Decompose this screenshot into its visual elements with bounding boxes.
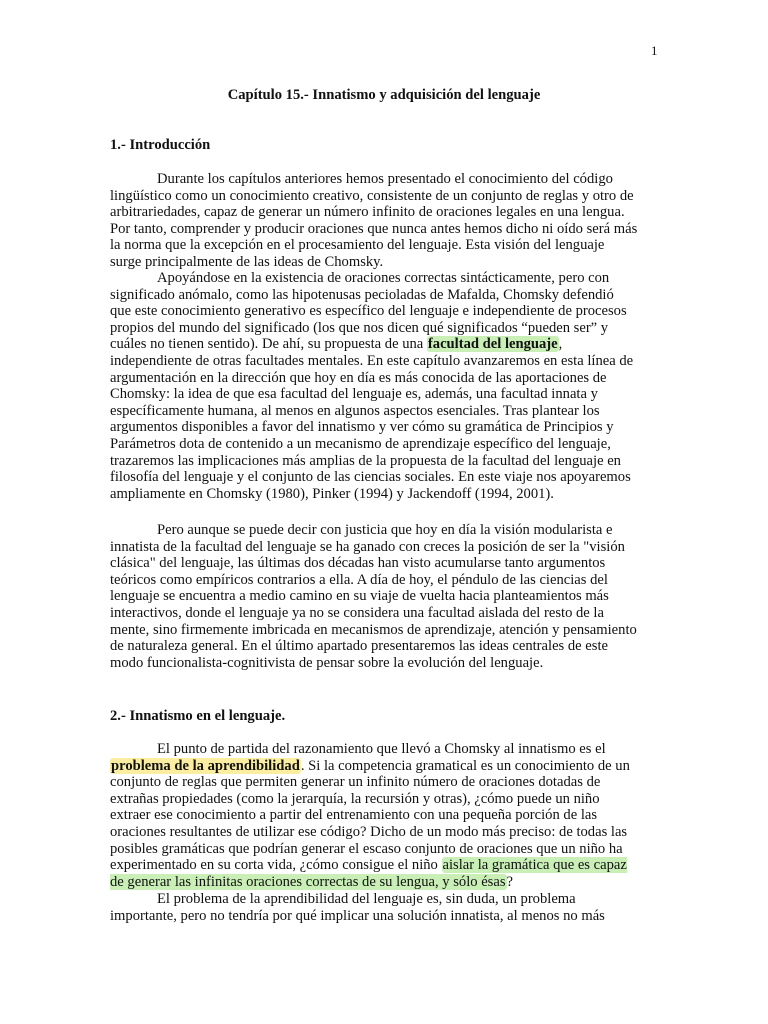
paragraph-intro-3: Pero aunque se puede decir con justicia que hoy en día la visión modularista e innatista de la facultad del lenguaje se ha ganado con creces la posición de ser la "visión clásica" del lenguaje, las últimas dos décadas han visto acumularse tanto argumentos teóricos como empíricos contrarios a ella. A día de hoy, el péndulo de las ciencias del lenguaje se encuentra a medio camino en su viaje de vuelta hacia planteamientos más interactivos, donde el lenguaje ya no se considera una facultad aislada del resto de la mente, sino firmemente imbricada en mecanismos de aprendizaje, atención y pensamiento de naturaleza general. En el último apartado presentaremos las ideas centrales de este modo funcionalista-cognitivista de pensar sobre la evolución del lenguaje. (110, 522, 637, 671)
highlight-aislar-gramatica: aislar la gramática que es capaz de generar las infinitas oraciones correctas de su lengua, y sólo ésas (110, 857, 627, 890)
paragraph-intro-2-text-a: Apoyándose en la existencia de oraciones correctas sintácticamente, pero con significado anómalo, como las hipotenusas pecioladas de Mafalda, Chomsky defendió que este conocimiento generativo es específico del lenguaje e independiente de procesos propios del mundo del significado (los que nos dicen qué significados “pueden ser” y cuáles no tienen sentido). De ahí, su propuesta de una (110, 270, 627, 353)
paragraph-innatismo-1-text-c: ? (506, 873, 513, 890)
paragraph-innatismo-1 (110, 741, 638, 890)
paragraph-intro-2 (110, 270, 638, 502)
paragraph-intro-1: Durante los capítulos anteriores hemos presentado el conocimiento del código lingüístico como un conocimiento creativo, consistente de un conjunto de reglas y otro de arbitrariedades, capaz de generar un número infinito de oraciones legales en una lengua. Por tanto, comprender y producir oraciones que nunca antes hemos dicho ni oído será más la norma que la excepción en el procesamiento del lenguaje. Esta visión del lenguaje surge principalmente de las ideas de Chomsky. (110, 171, 638, 270)
section-heading-innatismo: 2.- Innatismo en el lenguaje. (110, 708, 286, 724)
paragraph-innatismo-2: El problema de la aprendibilidad del lenguaje es, sin duda, un problema importante, pero no tendría por qué implicar una solución innatista, al menos no más (110, 891, 605, 924)
highlight-problema-aprendibilidad: problema de la aprendibilidad (111, 757, 300, 774)
paragraph-intro-2-text-b: , independiente de otras facultades mentales. En este capítulo avanzaremos en esta línea de argumentación en la dirección que hoy en día es más conocida de las aportaciones de Chomsky: la idea de que esa facultad del lenguaje es, además, una facultad innata y específicamente humana, al menos en algunos aspectos esenciales. Tras plantear los argumentos disponibles a favor del innatismo y ver cómo su gramática de Principios y Parámetros dota de contenido a un mecanismo de aprendizaje específico del lenguaje, trazaremos las implicaciones más amplias de la propuesta de la facultad del lenguaje en filosofía del lenguaje y el conjunto de las ciencias sociales. En este viaje nos apoyaremos ampliamente en Chomsky (1980), Pinker (1994) y Jackendoff (1994, 2001). (110, 336, 634, 502)
page-number: 1 (651, 43, 658, 58)
highlight-facultad-del-lenguaje: facultad del lenguaje (427, 336, 558, 353)
chapter-title: Capítulo 15.- Innatismo y adquisición del lenguaje (227, 87, 541, 103)
section-heading-introduccion: 1.- Introducción (110, 137, 211, 153)
paragraph-innatismo-1-text-a: El punto de partida del razonamiento que llevó a Chomsky al innatismo es el (157, 741, 606, 757)
paragraph-innatismo-1-text-b: . Si la competencia gramatical es un conocimiento de un conjunto de reglas que permiten generar un infinito número de oraciones dotadas de extrañas propiedades (como la jerarquía, la recursión y otras), ¿cómo puede un niño extraer ese conocimiento a partir del entrenamiento con una pequeña porción de las oraciones resultantes de utilizar ese código? Dicho de un modo más preciso: de todas las posibles gramáticas que podrían generar el escaso conjunto de oraciones que un niño ha experimentado en su corta vida, ¿cómo consigue el niño (110, 757, 630, 874)
